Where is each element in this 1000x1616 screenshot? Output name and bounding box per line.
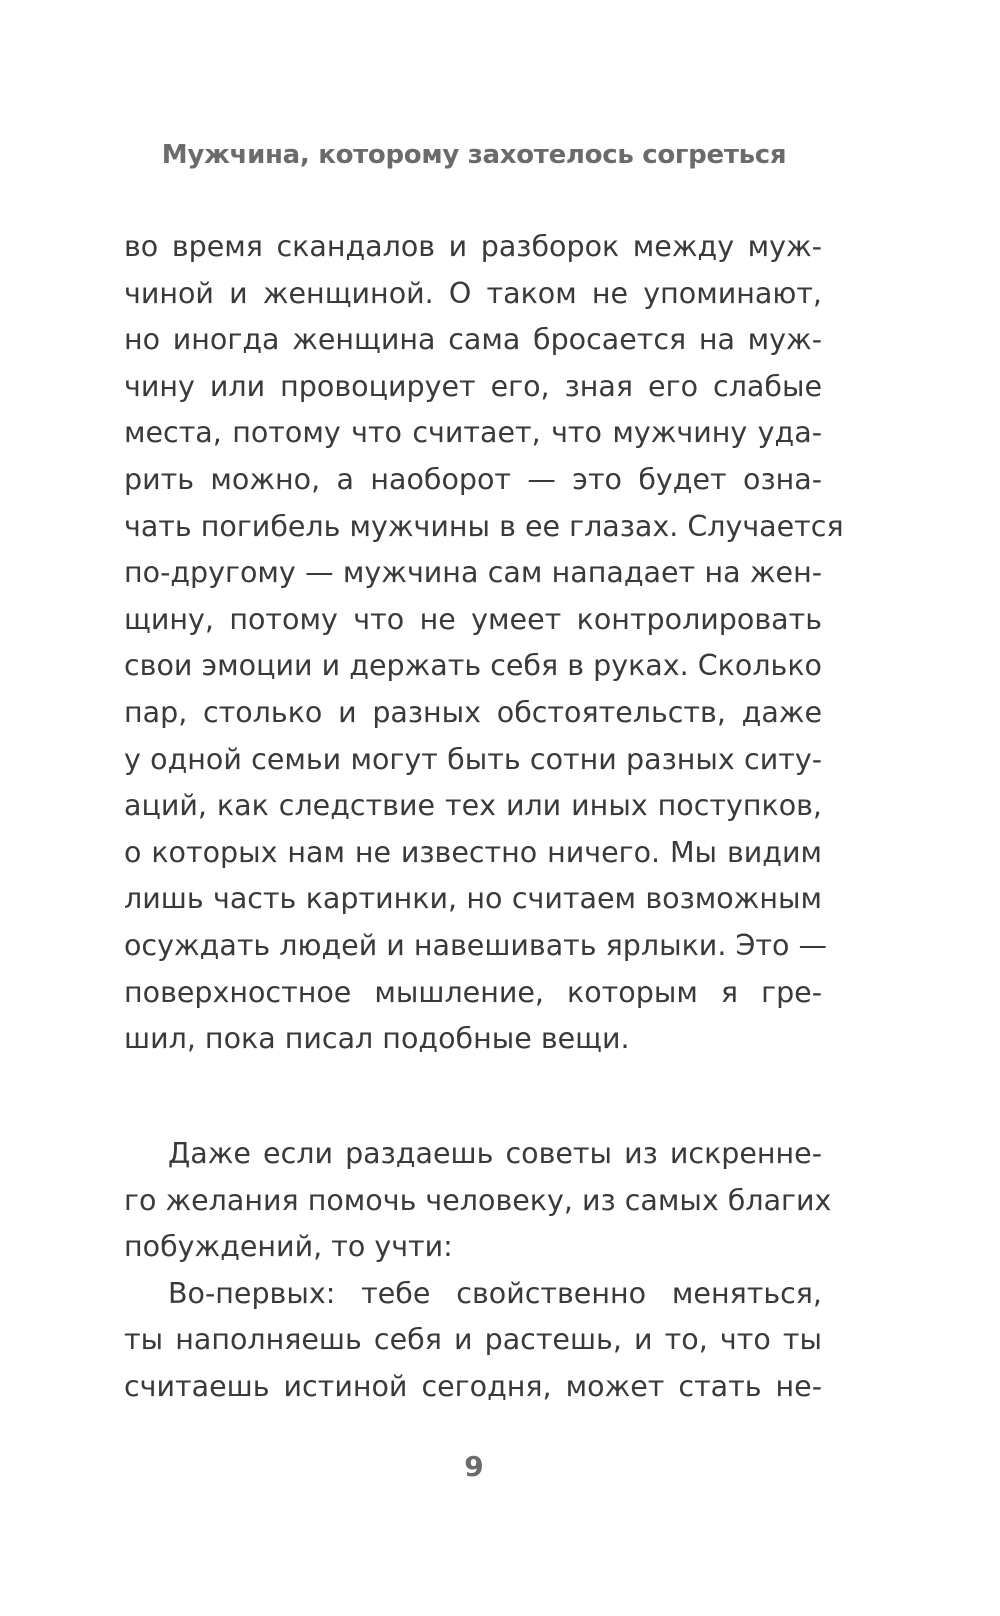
text-line: рить можно, а наоборот — это будет озна- — [124, 462, 822, 496]
text-line: побуждений, то учти: — [124, 1230, 453, 1264]
text-line: поверхностное мышление, которым я гре- — [124, 975, 822, 1009]
text-line: го желания помочь человеку, из самых благих — [124, 1183, 832, 1217]
text-line: места, потому что считает, что мужчину уда- — [124, 416, 822, 450]
text-line: свои эмоции и держать себя в руках. Сколько — [124, 649, 822, 683]
paragraph-2 — [124, 1131, 832, 1411]
text-line: Во-первых: тебе свойственно меняться, — [168, 1276, 822, 1310]
text-line: у одной семьи могут быть сотни разных ситу- — [124, 742, 822, 776]
text-line: пар, столько и разных обстоятельств, даже — [124, 695, 822, 729]
text-line: чину или провоцирует его, зная его слабые — [124, 369, 822, 403]
text-line: шил, пока писал подобные вещи. — [124, 1022, 630, 1056]
text-line: во время скандалов и разборок между муж- — [124, 230, 822, 263]
text-line: ты наполняешь себя и растешь, и то, что ты — [124, 1323, 822, 1357]
text-line: щину, потому что не умеет контролировать — [124, 602, 822, 636]
text-line: но иногда женщина сама бросается на муж- — [124, 323, 822, 357]
text-line: Даже если раздаешь советы из искренне- — [168, 1137, 822, 1170]
text-line: чиной и женщиной. О таком не упоминают, — [124, 276, 822, 310]
text-line: по-другому — мужчина сам нападает на жен- — [124, 556, 822, 590]
page-number: 9 — [464, 1450, 484, 1483]
text-line: аций, как следствие тех или иных поступков, — [124, 789, 822, 823]
text-line: лишь часть картинки, но считаем возможным — [124, 882, 822, 916]
text-line: осуждать людей и навешивать ярлыки. Это — — [124, 928, 827, 962]
text-line: чать погибель мужчины в ее глазах. Случается — [124, 509, 844, 543]
paragraph-1 — [124, 224, 844, 1063]
text-line: о которых нам не известно ничего. Мы видим — [124, 835, 822, 869]
text-line: считаешь истиной сегодня, может стать не- — [124, 1369, 822, 1403]
running-title: Мужчина, которому захотелось согреться — [161, 140, 787, 170]
